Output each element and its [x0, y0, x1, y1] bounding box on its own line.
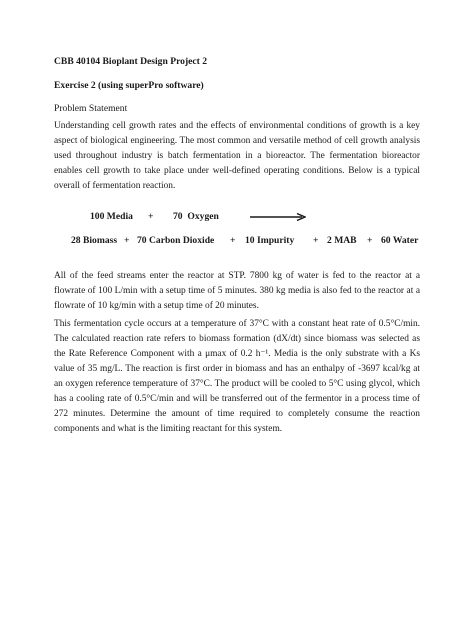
product-water: 60 Water: [381, 235, 419, 246]
feed-paragraph: [54, 269, 420, 314]
section-heading: Problem Statement: [54, 103, 128, 114]
reaction-arrow-icon: [250, 212, 306, 222]
reaction-plus: +: [230, 235, 236, 246]
reactant-oxygen: 70 Oxygen: [173, 211, 219, 222]
product-carbon-dioxide: 70 Carbon Dioxide: [137, 235, 215, 246]
exercise-heading: Exercise 2 (using superPro software): [54, 80, 204, 91]
feed-line: All of the feed streams enter the reactor at STP. 7800 kg of water is fed to the reactor at a: [54, 271, 420, 281]
reactant-media: 100 Media: [90, 211, 133, 222]
document-title: CBB 40104 Bioplant Design Project 2: [54, 56, 208, 67]
intro-line: overall of fermentation reaction.: [54, 181, 176, 191]
cycle-line: components and what is the limiting reactant for this system.: [54, 424, 283, 434]
feed-line: flowrate of 100 L/min with a setup time of 5 minutes. 380 kg media is also fed to the reactor at a: [54, 286, 420, 296]
cycle-line: value of 35 mg/L. The reaction is first order in biomass and has an enthalpy of -3697 kcal/kg at: [54, 364, 420, 374]
intro-line: Understanding cell growth rates and the effects of environmental conditions of growth is a key: [54, 121, 420, 131]
cycle-line: This fermentation cycle occurs at a temperature of 37°C with a constant heat rate of 0.5°C/min.: [54, 319, 420, 329]
cycle-line: 272 minutes. Determine the amount of time required to completely consume the reaction: [54, 409, 420, 419]
cycle-line: the Rate Reference Component with a μmax of 0.2 h⁻¹. Media is the only substrate with a Ks: [54, 349, 420, 359]
reaction-plus: +: [367, 235, 373, 246]
product-mab: 2 MAB: [327, 235, 357, 246]
cycle-line: an oxygen reference temperature of 37°C. The product will be cooled to 5°C using glycol, which: [54, 379, 420, 389]
feed-line: flowrate of 10 kg/min with a setup time of 20 minutes.: [54, 301, 259, 311]
cycle-line: The calculated reaction rate refers to biomass formation (dX/dt) since biomass was selected as: [54, 334, 420, 344]
cycle-line: has a cooling rate of 0.5°C/min and will be transferred out of the fermentor in a process time of: [54, 394, 420, 404]
intro-line: aspect of biological engineering. The most common and versatile method of cell growth analysis: [54, 136, 420, 146]
intro-line: enables cell growth to take place under well-defined operating conditions. Below is a typical: [54, 166, 420, 176]
reaction-plus: +: [124, 235, 130, 246]
reaction-plus: +: [313, 235, 319, 246]
intro-paragraph: [54, 119, 420, 194]
product-biomass: 28 Biomass: [71, 235, 118, 246]
intro-line: used throughout industry is batch fermentation in a bioreactor. The fermentation bioreactor: [54, 151, 420, 161]
cycle-paragraph: [54, 317, 420, 437]
reaction-plus: +: [148, 211, 154, 222]
product-impurity: 10 Impurity: [245, 235, 295, 246]
